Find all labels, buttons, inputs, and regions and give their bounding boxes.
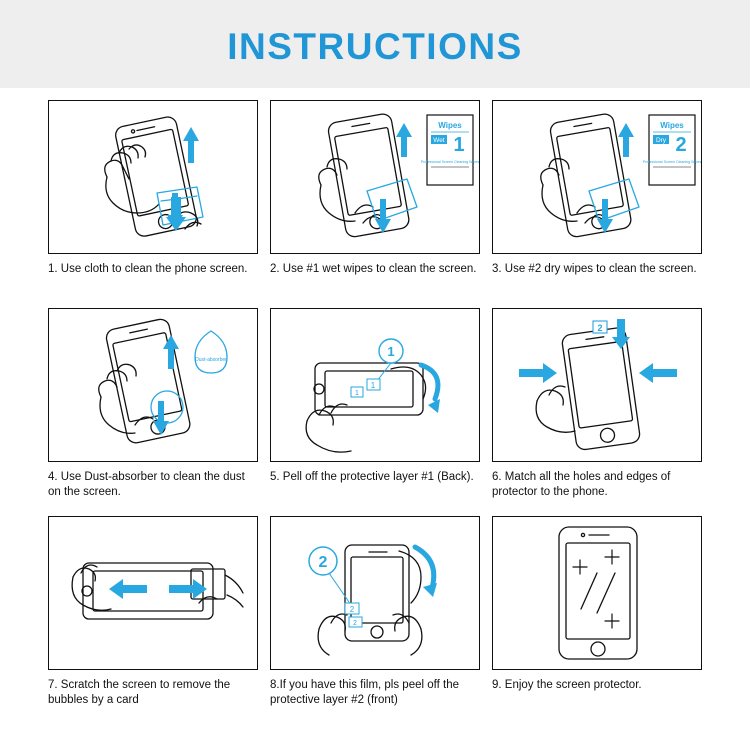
step-illustration-5 [270, 308, 480, 462]
svg-text:Wet: Wet [433, 137, 445, 144]
step-cell-4 [48, 308, 258, 512]
step-caption-7: 7. Scratch the screen to remove the bubbles by a card [48, 679, 231, 706]
step-cell-5 [270, 308, 480, 512]
step-illustration-9 [492, 516, 702, 670]
step-illustration-4 [48, 308, 258, 462]
step-caption-3: 3. Use #2 dry wipes to clean the screen. [492, 263, 697, 275]
step-caption-2: 2. Use #1 wet wipes to clean the screen. [270, 263, 477, 275]
svg-text:Professional Screen Cleaning W: Professional Screen Cleaning Wipes [420, 160, 480, 164]
svg-text:Wipes: Wipes [660, 121, 684, 130]
step-illustration-3 [492, 100, 702, 254]
svg-text:Dust-absorber: Dust-absorber [195, 357, 227, 363]
svg-text:1: 1 [355, 390, 359, 397]
steps-grid [48, 100, 702, 720]
step-illustration-6 [492, 308, 702, 462]
step-cell-6 [492, 308, 702, 512]
step-caption-5: 5. Pell off the protective layer #1 (Back). [270, 471, 474, 483]
step-illustration-1 [48, 100, 258, 254]
svg-text:Dry: Dry [655, 137, 667, 144]
step-caption-8: 8.If you have this film, pls peel off the protective layer #2 (front) [270, 679, 460, 706]
svg-text:1: 1 [387, 344, 395, 359]
step-cell-7 [48, 516, 258, 720]
svg-text:1: 1 [453, 134, 465, 156]
step-illustration-8 [270, 516, 480, 670]
svg-text:Professional Screen Cleaning W: Professional Screen Cleaning Wipes [642, 160, 702, 164]
svg-text:1: 1 [370, 381, 376, 390]
svg-text:2: 2 [597, 323, 603, 333]
step-cell-3 [492, 100, 702, 304]
svg-text:2: 2 [349, 605, 355, 614]
step-cell-9 [492, 516, 702, 720]
svg-text:2: 2 [318, 554, 328, 571]
step-caption-9: 9. Enjoy the screen protector. [492, 679, 642, 691]
step-cell-8 [270, 516, 480, 720]
page-title: INSTRUCTIONS [227, 26, 523, 67]
step-illustration-2 [270, 100, 480, 254]
step-cell-2 [270, 100, 480, 304]
step-illustration-7 [48, 516, 258, 670]
svg-text:Wipes: Wipes [438, 121, 462, 130]
svg-text:2: 2 [353, 620, 357, 627]
step-caption-1: 1. Use cloth to clean the phone screen. [48, 263, 248, 275]
svg-text:2: 2 [675, 134, 687, 156]
step-cell-1 [48, 100, 258, 304]
step-caption-6: 6. Match all the holes and edges of protector to the phone. [492, 471, 671, 498]
step-caption-4: 4. Use Dust-absorber to clean the dust on the screen. [48, 471, 245, 498]
